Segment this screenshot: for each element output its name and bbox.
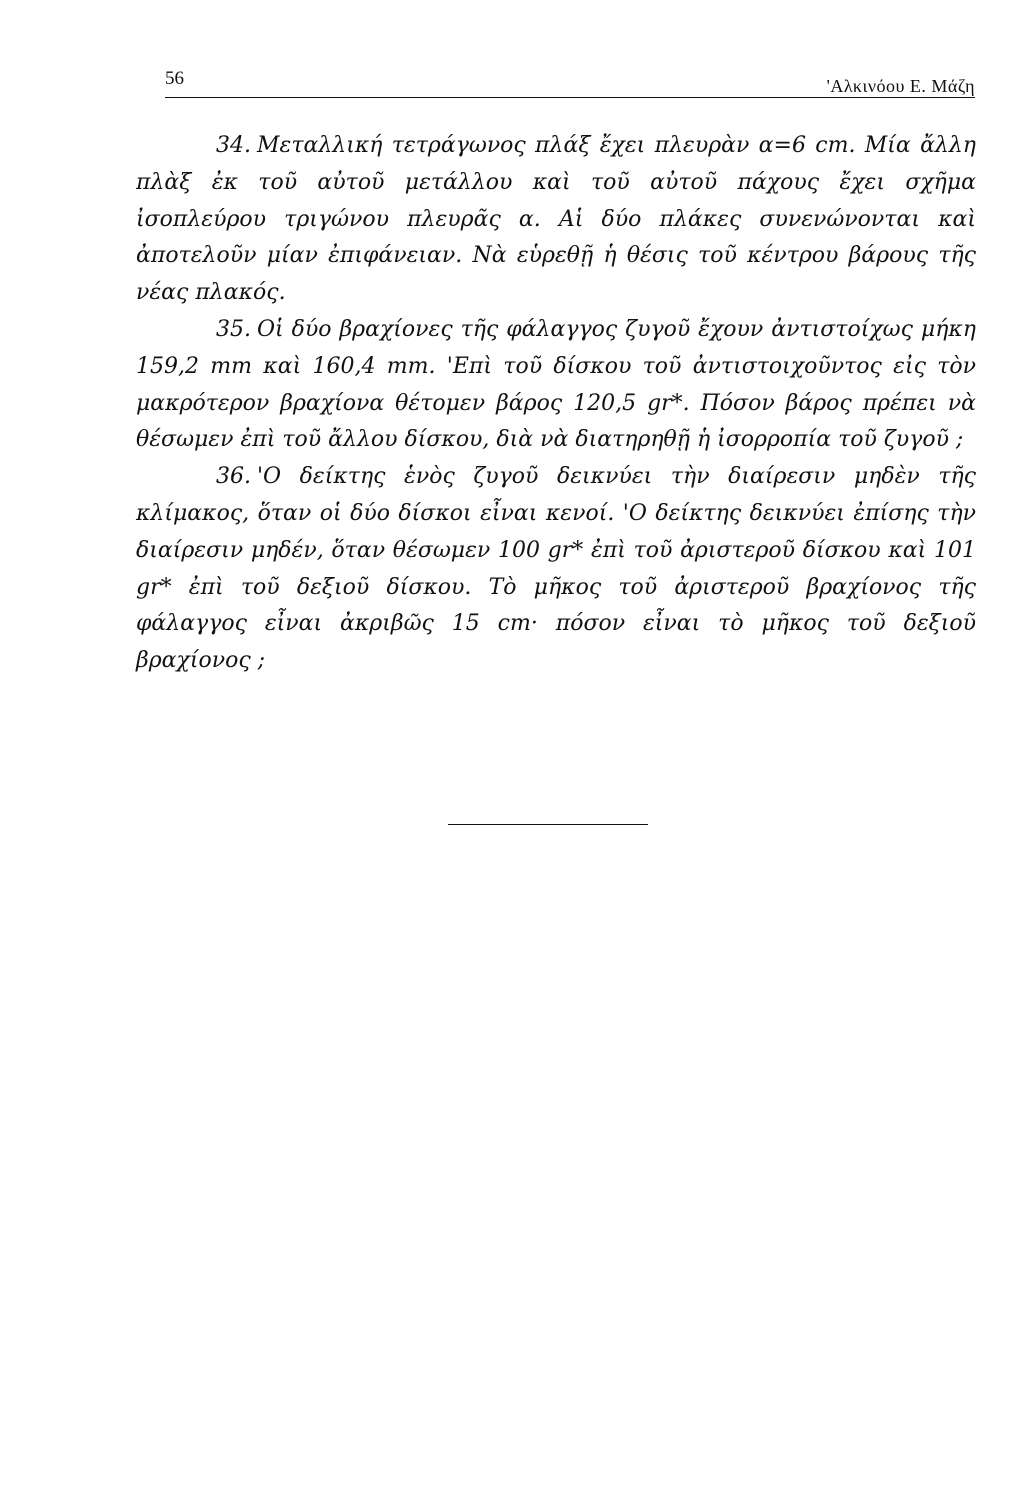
problem-number: 34. xyxy=(216,133,251,158)
end-rule xyxy=(448,824,648,825)
page-body xyxy=(136,128,976,680)
problem-35 xyxy=(136,312,976,459)
problem-36 xyxy=(136,459,976,680)
problem-text: Μεταλλική τετράγωνος πλάξ ἔχει πλευρὰν α=6 cm. Μία ἄλλη πλὰξ ἐκ τοῦ αὐτοῦ μετάλλου καὶ τοῦ αὐτοῦ πάχους ἔχει σχῆμα ἰσοπλεύρου τριγώνου πλευρᾶς α. Αἱ δύο πλάκες συνενώνονται καὶ ἀποτελοῦν μίαν ἐπιφάνειαν. Νὰ εὑρεθῇ ἡ θέσις τοῦ κέντρου βάρους τῆς νέας πλακός. xyxy=(136,133,976,306)
problem-text: 'Ο δείκτης ἑνὸς ζυγοῦ δεικνύει τὴν διαίρεσιν μηδὲν τῆς κλίμακος, ὅταν οἱ δύο δίσκοι εἶναι κενοί. 'Ο δείκτης δεικνύει ἐπίσης τὴν διαίρεσιν μηδέν, ὅταν θέσωμεν 100 gr* ἐπὶ τοῦ ἀριστεροῦ δίσκου καὶ 101 gr* ἐπὶ τοῦ δεξιοῦ δίσκου. Τὸ μῆκος τοῦ ἀριστεροῦ βραχίονος τῆς φάλαγγος εἶναι ἀκριβῶς 15 cm· πόσον εἶναι τὸ μῆκος τοῦ δεξιοῦ βραχίονος ; xyxy=(136,464,976,674)
problem-34 xyxy=(136,128,976,312)
problem-number: 35. xyxy=(216,316,251,342)
page-number: 56 xyxy=(165,68,184,89)
problem-number: 36. xyxy=(216,464,251,490)
header-rule xyxy=(165,97,975,98)
problem-text: Οἱ δύο βραχίονες τῆς φάλαγγος ζυγοῦ ἔχουν ἀντιστοίχως μήκη 159,2 mm καὶ 160,4 mm. 'Επὶ τοῦ δίσκου τοῦ ἀντιστοιχοῦντος εἰς τὸν μακρότερον βραχίονα θέτομεν βάρος 120,5 gr*. Πόσον βάρος πρέπει νὰ θέσωμεν ἐπὶ τοῦ ἄλλου δίσκου, διὰ νὰ διατηρηθῇ ἡ ἰσορροπία τοῦ ζυγοῦ ; xyxy=(136,316,976,453)
running-head: 'Αλκινόου Ε. Μάζη xyxy=(826,76,975,96)
